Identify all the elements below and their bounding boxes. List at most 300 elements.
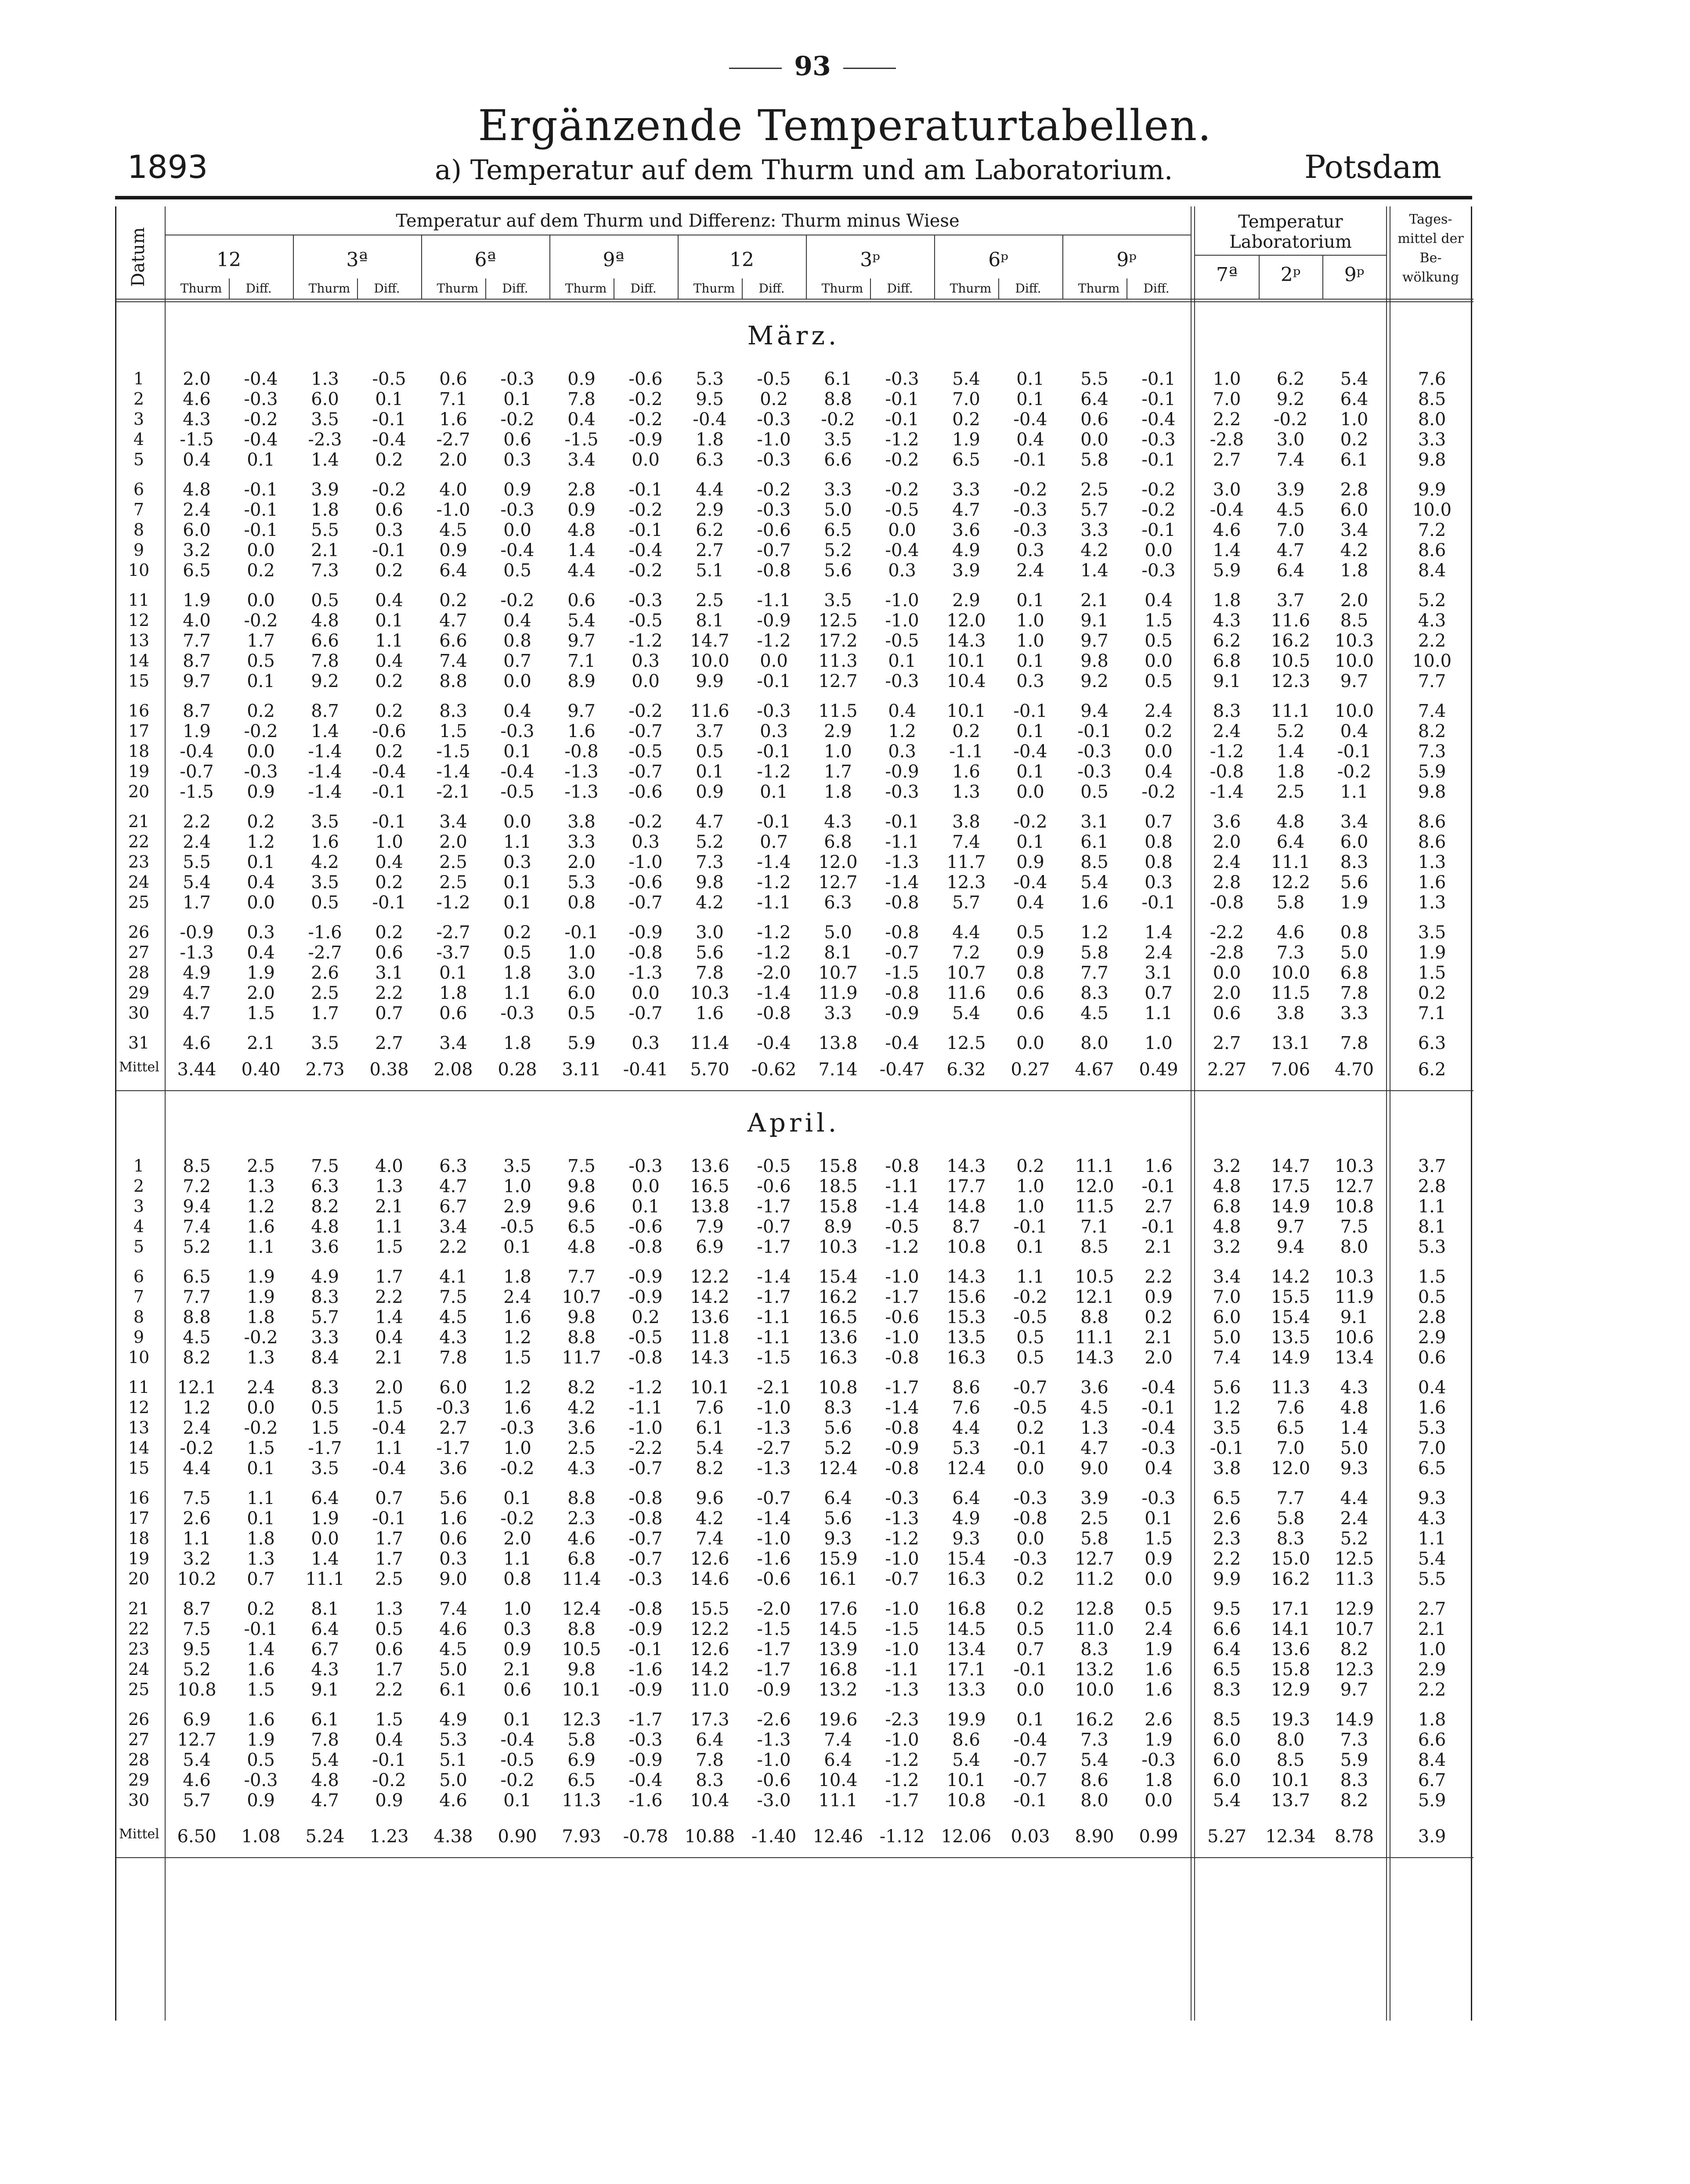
table-row-val: 1.7	[183, 893, 211, 913]
table-row-day: 14	[128, 1438, 150, 1457]
table-row-val: 4.9	[183, 963, 211, 983]
table-row-val: 0.1	[439, 963, 467, 983]
table-row-val: 2.4	[1145, 701, 1173, 721]
header-bottom-rule-2	[116, 301, 1473, 302]
table-row-val: 7.6	[952, 1398, 980, 1418]
table-row-val: 9.0	[1080, 1458, 1109, 1479]
table-row-val: 6.0	[183, 520, 211, 540]
table-row-val: -0.7	[1013, 1378, 1047, 1398]
table-row-val: 4.5	[439, 1307, 467, 1327]
table-row-val: 0.4	[1145, 1458, 1173, 1479]
mittel-row-day: Mittel	[119, 1826, 159, 1842]
table-row-lab: 1.0	[1340, 409, 1369, 430]
table-row-val: -0.6	[628, 369, 663, 389]
table-row-lab: 11.3	[1271, 1378, 1311, 1398]
table-row-val: 11.5	[818, 701, 858, 721]
table-row-val: 1.2	[888, 721, 916, 741]
table-row-val: 1.5	[375, 1237, 403, 1257]
mittel-row-val: 2.08	[433, 1059, 473, 1080]
table-row-val: -0.7	[628, 1529, 663, 1549]
table-row-tages: 8.2	[1418, 721, 1446, 741]
table-row-val: 1.2	[183, 1398, 211, 1418]
table-row-val: 0.0	[632, 450, 660, 470]
table-row-val: 11.0	[1075, 1619, 1114, 1639]
mittel-row-val: 10.88	[684, 1826, 735, 1847]
table-row-val: -0.2	[500, 1508, 534, 1529]
table-row-lab: 10.0	[1334, 701, 1374, 721]
table-row-val: 16.3	[946, 1348, 986, 1368]
table-row-day: 7	[133, 1287, 144, 1306]
table-row-val: 2.0	[567, 852, 596, 872]
table-row-val: 0.1	[375, 611, 403, 631]
table-row-val: 0.9	[439, 540, 467, 560]
table-row-val: 0.4	[375, 590, 403, 611]
table-row-val: 0.0	[1145, 651, 1173, 671]
table-row-val: 4.7	[696, 812, 724, 832]
table-row-val: -0.7	[628, 1458, 663, 1479]
header-bottom-rule	[116, 299, 1473, 300]
table-row-val: 3.3	[952, 480, 980, 500]
table-row-val: 1.0	[1016, 611, 1044, 631]
table-row-val: -0.3	[1077, 762, 1112, 782]
table-row-val: 1.3	[247, 1176, 275, 1197]
table-row-val: -0.9	[628, 1267, 663, 1287]
table-row-val: 13.8	[818, 1033, 858, 1053]
table-row-val: 3.5	[311, 812, 339, 832]
table-row-val: 3.6	[439, 1458, 467, 1479]
table-row-val: -0.1	[628, 1639, 663, 1660]
table-row-val: 0.0	[311, 1529, 339, 1549]
table-row-val: 0.0	[247, 1398, 275, 1418]
table-row-lab: 7.8	[1340, 983, 1369, 1003]
table-row-val: -0.3	[757, 701, 791, 721]
table-row-lab: -0.4	[1210, 500, 1244, 520]
table-row-val: 1.9	[247, 963, 275, 983]
table-row-tages: 1.3	[1418, 893, 1446, 913]
table-row-tages: 8.1	[1418, 1217, 1446, 1237]
table-row-lab: 6.5	[1276, 1418, 1305, 1438]
table-row-val: 5.4	[696, 1438, 724, 1458]
table-row-lab: 9.2	[1276, 389, 1305, 409]
table-row-val: 8.3	[439, 701, 467, 721]
table-row-lab: 5.4	[1213, 1790, 1241, 1811]
table-row-tages: 8.6	[1418, 812, 1446, 832]
page-number-dash-left	[729, 68, 782, 69]
table-row-lab: 17.5	[1271, 1176, 1311, 1197]
table-row-val: 0.9	[1016, 943, 1044, 963]
table-row-lab: 3.0	[1276, 430, 1305, 450]
table-row-val: -0.3	[1141, 1438, 1176, 1458]
table-row-val: 0.4	[888, 701, 916, 721]
table-row-val: -1.0	[885, 1327, 919, 1348]
table-row-tages: 9.3	[1418, 1488, 1446, 1508]
table-row-val: 4.7	[439, 611, 467, 631]
table-row-val: 0.0	[1016, 1033, 1044, 1053]
mittel-row-val: -0.47	[879, 1059, 925, 1080]
table-row-val: 1.9	[1145, 1639, 1173, 1660]
table-row-val: 3.5	[824, 430, 852, 450]
table-row-val: 7.5	[439, 1287, 467, 1307]
table-row-lab: 7.3	[1276, 943, 1305, 963]
table-row-day: 15	[128, 1458, 150, 1478]
table-row-val: -1.4	[757, 983, 791, 1003]
table-row-lab: 13.4	[1334, 1348, 1374, 1368]
table-row-val: 3.3	[824, 480, 852, 500]
table-row-val: 8.3	[311, 1287, 339, 1307]
table-row-val: 0.8	[503, 1569, 531, 1589]
table-row-val: -1.2	[757, 922, 791, 943]
table-row-val: 14.2	[690, 1287, 729, 1307]
table-row-val: -0.4	[180, 741, 214, 762]
table-row-tages: 5.9	[1418, 1790, 1446, 1811]
table-row-val: -1.2	[757, 872, 791, 893]
table-row-val: 5.7	[1080, 500, 1109, 520]
table-row-val: 6.6	[824, 450, 852, 470]
table-row-val: 7.0	[952, 389, 980, 409]
table-row-val: -0.8	[628, 943, 663, 963]
table-row-lab: 9.5	[1213, 1599, 1241, 1619]
table-row-lab: 10.5	[1271, 651, 1311, 671]
table-row-val: 10.7	[818, 963, 858, 983]
table-row-val: -0.4	[500, 1730, 534, 1750]
table-row-val: 6.6	[439, 631, 467, 651]
table-row-val: 6.9	[183, 1710, 211, 1730]
table-row-lab: 14.2	[1271, 1267, 1311, 1287]
table-row-val: -1.1	[949, 741, 983, 762]
table-row-val: 6.0	[311, 389, 339, 409]
table-row-val: 0.2	[375, 450, 403, 470]
table-row-val: 4.4	[952, 1418, 980, 1438]
table-row-val: 2.8	[567, 480, 596, 500]
table-row-lab: 16.2	[1271, 631, 1311, 651]
table-row-val: -0.4	[1141, 409, 1176, 430]
table-row-lab: 0.4	[1340, 721, 1369, 741]
table-row-val: -0.1	[244, 500, 278, 520]
table-row-val: 0.1	[888, 651, 916, 671]
table-row-val: 0.3	[632, 832, 660, 852]
table-row-lab: 5.0	[1213, 1327, 1241, 1348]
table-row-val: 7.2	[952, 943, 980, 963]
table-row-val: 0.9	[503, 480, 531, 500]
table-row-val: 6.5	[183, 1267, 211, 1287]
table-row-val: 0.4	[503, 611, 531, 631]
table-row-val: 1.2	[247, 832, 275, 852]
table-row-tages: 1.5	[1418, 963, 1446, 983]
table-row-val: 0.5	[1145, 671, 1173, 691]
table-row-val: 0.5	[1145, 631, 1173, 651]
table-row-val: -0.1	[564, 922, 599, 943]
table-row-lab: 9.7	[1340, 1680, 1369, 1700]
table-row-val: 11.4	[562, 1569, 601, 1589]
table-row-val: -0.8	[1013, 1508, 1047, 1529]
table-row-lab: 1.4	[1213, 540, 1241, 560]
table-row-val: 3.9	[1080, 1488, 1109, 1508]
table-row-val: 5.6	[824, 1508, 852, 1529]
table-row-val: -1.7	[757, 1197, 791, 1217]
table-row-val: 0.6	[439, 369, 467, 389]
table-row-val: 7.4	[696, 1529, 724, 1549]
table-row-val: 1.6	[1145, 1156, 1173, 1176]
table-row-lab: 3.2	[1213, 1156, 1241, 1176]
table-row-lab: 2.8	[1213, 872, 1241, 893]
datum-label: Datum	[128, 227, 148, 287]
table-row-val: 0.3	[439, 1549, 467, 1569]
table-row-day: 21	[128, 812, 150, 831]
table-row-val: 0.0	[247, 540, 275, 560]
table-row-val: 3.4	[439, 1217, 467, 1237]
table-row-lab: 3.3	[1340, 1003, 1369, 1023]
table-row-lab: 3.7	[1276, 590, 1305, 611]
table-row-val: 0.0	[1016, 782, 1044, 802]
table-row-val: -0.8	[757, 560, 791, 581]
table-row-lab: 8.5	[1340, 611, 1369, 631]
table-row-val: 1.1	[375, 1438, 403, 1458]
table-row-val: 10.4	[946, 671, 986, 691]
table-row-val: 15.9	[818, 1549, 858, 1569]
table-row-val: 1.9	[183, 590, 211, 611]
table-row-val: 0.5	[247, 651, 275, 671]
table-row-val: 0.1	[503, 1790, 531, 1811]
table-row-val: 4.6	[439, 1619, 467, 1639]
table-row-val: -1.4	[885, 872, 919, 893]
table-row-val: 1.8	[503, 1267, 531, 1287]
table-row-val: 12.6	[690, 1549, 729, 1569]
table-row-val: 2.4	[1145, 943, 1173, 963]
table-row-val: 12.6	[690, 1639, 729, 1660]
table-row-val: -0.1	[1077, 721, 1112, 741]
table-row-val: 0.2	[247, 812, 275, 832]
table-row-val: -0.1	[372, 1750, 406, 1770]
table-row-tages: 1.8	[1418, 1710, 1446, 1730]
table-row-val: 14.3	[946, 1267, 986, 1287]
table-row-val: 16.1	[818, 1569, 858, 1589]
table-row-val: -0.7	[1013, 1770, 1047, 1790]
table-row-tages: 4.3	[1418, 1508, 1446, 1529]
table-row-val: 0.4	[375, 852, 403, 872]
mittel-row-lab: 12.34	[1265, 1826, 1316, 1847]
table-row-val: -0.2	[1013, 812, 1047, 832]
table-row-val: 0.7	[503, 651, 531, 671]
table-row-val: 0.6	[567, 590, 596, 611]
table-row-day: 12	[128, 1398, 150, 1417]
table-row-val: 15.8	[818, 1156, 858, 1176]
table-row-val: 0.1	[1145, 1508, 1173, 1529]
table-row-day: 17	[128, 1508, 150, 1528]
table-row-val: -0.3	[1013, 520, 1047, 540]
table-row-lab: 4.8	[1213, 1217, 1241, 1237]
table-row-val: -0.2	[244, 611, 278, 631]
table-row-val: 0.5	[1016, 1348, 1044, 1368]
table-row-val: -1.0	[628, 1418, 663, 1438]
table-row-lab: 4.5	[1276, 500, 1305, 520]
table-row-val: 8.7	[311, 701, 339, 721]
table-row-val: 17.7	[946, 1176, 986, 1197]
table-row-val: 4.8	[567, 520, 596, 540]
table-row-lab: 2.4	[1213, 852, 1241, 872]
table-row-val: 5.2	[824, 1438, 852, 1458]
table-row-val: 0.1	[247, 1508, 275, 1529]
table-row-val: 11.7	[946, 852, 986, 872]
table-row-val: -1.5	[564, 430, 599, 450]
table-row-lab: 4.8	[1213, 1176, 1241, 1197]
lab-hour-header: 9ᵖ	[1344, 264, 1365, 286]
table-row-val: 1.7	[375, 1267, 403, 1287]
group-lab-header: Temperatur Laboratorium	[1229, 212, 1352, 252]
table-row-val: 2.5	[375, 1569, 403, 1589]
table-row-val: 4.8	[311, 611, 339, 631]
table-row-val: 9.5	[183, 1639, 211, 1660]
table-row-lab: 13.1	[1271, 1033, 1311, 1053]
mittel-row-val: 0.49	[1139, 1059, 1178, 1080]
table-row-val: 0.1	[503, 872, 531, 893]
table-row-val: 7.3	[696, 852, 724, 872]
table-row-val: 0.6	[503, 1680, 531, 1700]
table-row-val: -1.7	[757, 1287, 791, 1307]
table-row-val: 14.3	[690, 1348, 729, 1368]
table-row-val: -0.3	[244, 389, 278, 409]
table-row-val: -0.9	[885, 1003, 919, 1023]
table-row-val: 5.3	[696, 369, 724, 389]
table-row-tages: 10.0	[1412, 500, 1452, 520]
table-row-val: -0.3	[757, 409, 791, 430]
table-row-val: 10.1	[690, 1378, 729, 1398]
table-row-val: 1.3	[247, 1348, 275, 1368]
table-row-lab: 14.9	[1271, 1348, 1311, 1368]
table-row-val: -1.4	[308, 762, 342, 782]
table-row-val: 11.1	[305, 1569, 345, 1589]
mittel-row-val: 6.50	[177, 1826, 217, 1847]
table-row-val: 0.0	[1145, 1790, 1173, 1811]
table-row-val: 1.5	[503, 1348, 531, 1368]
table-row-val: 0.2	[1016, 1599, 1044, 1619]
table-row-val: 0.1	[760, 782, 788, 802]
table-row-val: 2.0	[247, 983, 275, 1003]
table-row-lab: 5.2	[1340, 1529, 1369, 1549]
table-row-val: 0.1	[503, 741, 531, 762]
table-row-day: 6	[133, 480, 144, 499]
table-row-val: -1.5	[757, 1348, 791, 1368]
table-row-val: 12.2	[690, 1267, 729, 1287]
table-row-val: -0.4	[1141, 1378, 1176, 1398]
table-row-val: -0.2	[244, 409, 278, 430]
table-row-lab: 1.4	[1340, 1418, 1369, 1438]
table-row-val: -0.8	[885, 983, 919, 1003]
table-row-val: 2.5	[1080, 480, 1109, 500]
table-row-val: 9.8	[1080, 651, 1109, 671]
table-row-val: 14.7	[690, 631, 729, 651]
table-row-val: 0.2	[1016, 1156, 1044, 1176]
table-row-val: -0.2	[244, 1418, 278, 1438]
table-row-day: 23	[128, 852, 150, 871]
table-row-val: 10.7	[562, 1287, 601, 1307]
thurm-subheader: Thurm	[437, 281, 479, 296]
table-row-lab: 5.9	[1340, 1750, 1369, 1770]
table-row-val: 0.0	[247, 590, 275, 611]
table-row-val: 1.5	[247, 1438, 275, 1458]
table-row-lab: 2.6	[1213, 1508, 1241, 1529]
table-row-val: -0.6	[757, 1770, 791, 1790]
table-row-val: -0.3	[885, 369, 919, 389]
table-row-val: 7.3	[1080, 1730, 1109, 1750]
table-row-lab: 8.2	[1340, 1639, 1369, 1660]
table-row-val: 12.3	[946, 872, 986, 893]
table-row-lab: 14.1	[1271, 1619, 1311, 1639]
table-row-tages: 1.0	[1418, 1639, 1446, 1660]
table-row-val: 0.5	[311, 893, 339, 913]
table-row-val: -0.2	[372, 480, 406, 500]
table-row-val: 5.0	[439, 1660, 467, 1680]
table-row-val: 0.7	[1145, 812, 1173, 832]
table-row-val: 3.9	[952, 560, 980, 581]
table-row-val: 5.8	[1080, 450, 1109, 470]
table-row-val: 3.4	[439, 812, 467, 832]
table-row-tages: 2.9	[1418, 1660, 1446, 1680]
table-row-tages: 9.8	[1418, 450, 1446, 470]
table-row-val: 3.3	[1080, 520, 1109, 540]
table-row-val: 3.2	[183, 1549, 211, 1569]
table-row-day: 25	[128, 893, 150, 912]
table-row-day: 25	[128, 1680, 150, 1699]
table-row-val: 0.3	[632, 651, 660, 671]
table-row-val: -0.7	[628, 1549, 663, 1569]
table-row-val: -3.7	[436, 943, 470, 963]
table-row-val: 0.9	[567, 369, 596, 389]
table-row-val: 6.1	[311, 1710, 339, 1730]
table-row-val: 7.7	[567, 1267, 596, 1287]
thurm-diff-divider	[998, 278, 999, 299]
table-row-lab: -1.4	[1210, 782, 1244, 802]
table-row-val: -1.0	[885, 1599, 919, 1619]
table-row-lab: -0.2	[1337, 762, 1372, 782]
table-row-lab: 10.3	[1334, 631, 1374, 651]
diff-subheader: Diff.	[758, 281, 785, 296]
table-row-val: 1.7	[247, 631, 275, 651]
table-row-val: -0.3	[628, 590, 663, 611]
table-row-val: 8.8	[183, 1307, 211, 1327]
table-row-val: -2.1	[436, 782, 470, 802]
table-row-val: -0.9	[628, 1680, 663, 1700]
diff-subheader: Diff.	[502, 281, 528, 296]
table-row-lab: 12.9	[1334, 1599, 1374, 1619]
table-row-lab: -2.2	[1210, 922, 1244, 943]
table-row-val: 0.5	[311, 590, 339, 611]
table-row-lab: 10.3	[1334, 1267, 1374, 1287]
table-row-val: -0.9	[885, 1438, 919, 1458]
table-row-val: -1.0	[885, 590, 919, 611]
table-row-val: 3.6	[1080, 1378, 1109, 1398]
table-row-val: 4.8	[567, 1237, 596, 1257]
table-row-val: 4.4	[183, 1458, 211, 1479]
table-row-lab: 5.2	[1276, 721, 1305, 741]
table-row-val: 7.8	[439, 1348, 467, 1368]
table-row-val: -0.8	[885, 1458, 919, 1479]
table-row-lab: 12.3	[1271, 671, 1311, 691]
table-row-lab: 4.6	[1213, 520, 1241, 540]
table-row-val: 0.1	[1016, 1710, 1044, 1730]
table-row-val: 2.2	[1145, 1267, 1173, 1287]
table-row-lab: 8.3	[1276, 1529, 1305, 1549]
table-row-val: -0.3	[757, 500, 791, 520]
table-row-val: 3.2	[183, 540, 211, 560]
table-row-lab: 5.8	[1276, 893, 1305, 913]
table-row-lab: 1.8	[1213, 590, 1241, 611]
table-row-lab: 3.4	[1340, 812, 1369, 832]
table-row-val: 6.5	[567, 1217, 596, 1237]
table-row-val: 1.7	[824, 762, 852, 782]
mittel-row-val: 0.99	[1139, 1826, 1178, 1847]
mittel-row-val: 7.14	[818, 1059, 858, 1080]
table-row-val: 1.6	[567, 721, 596, 741]
